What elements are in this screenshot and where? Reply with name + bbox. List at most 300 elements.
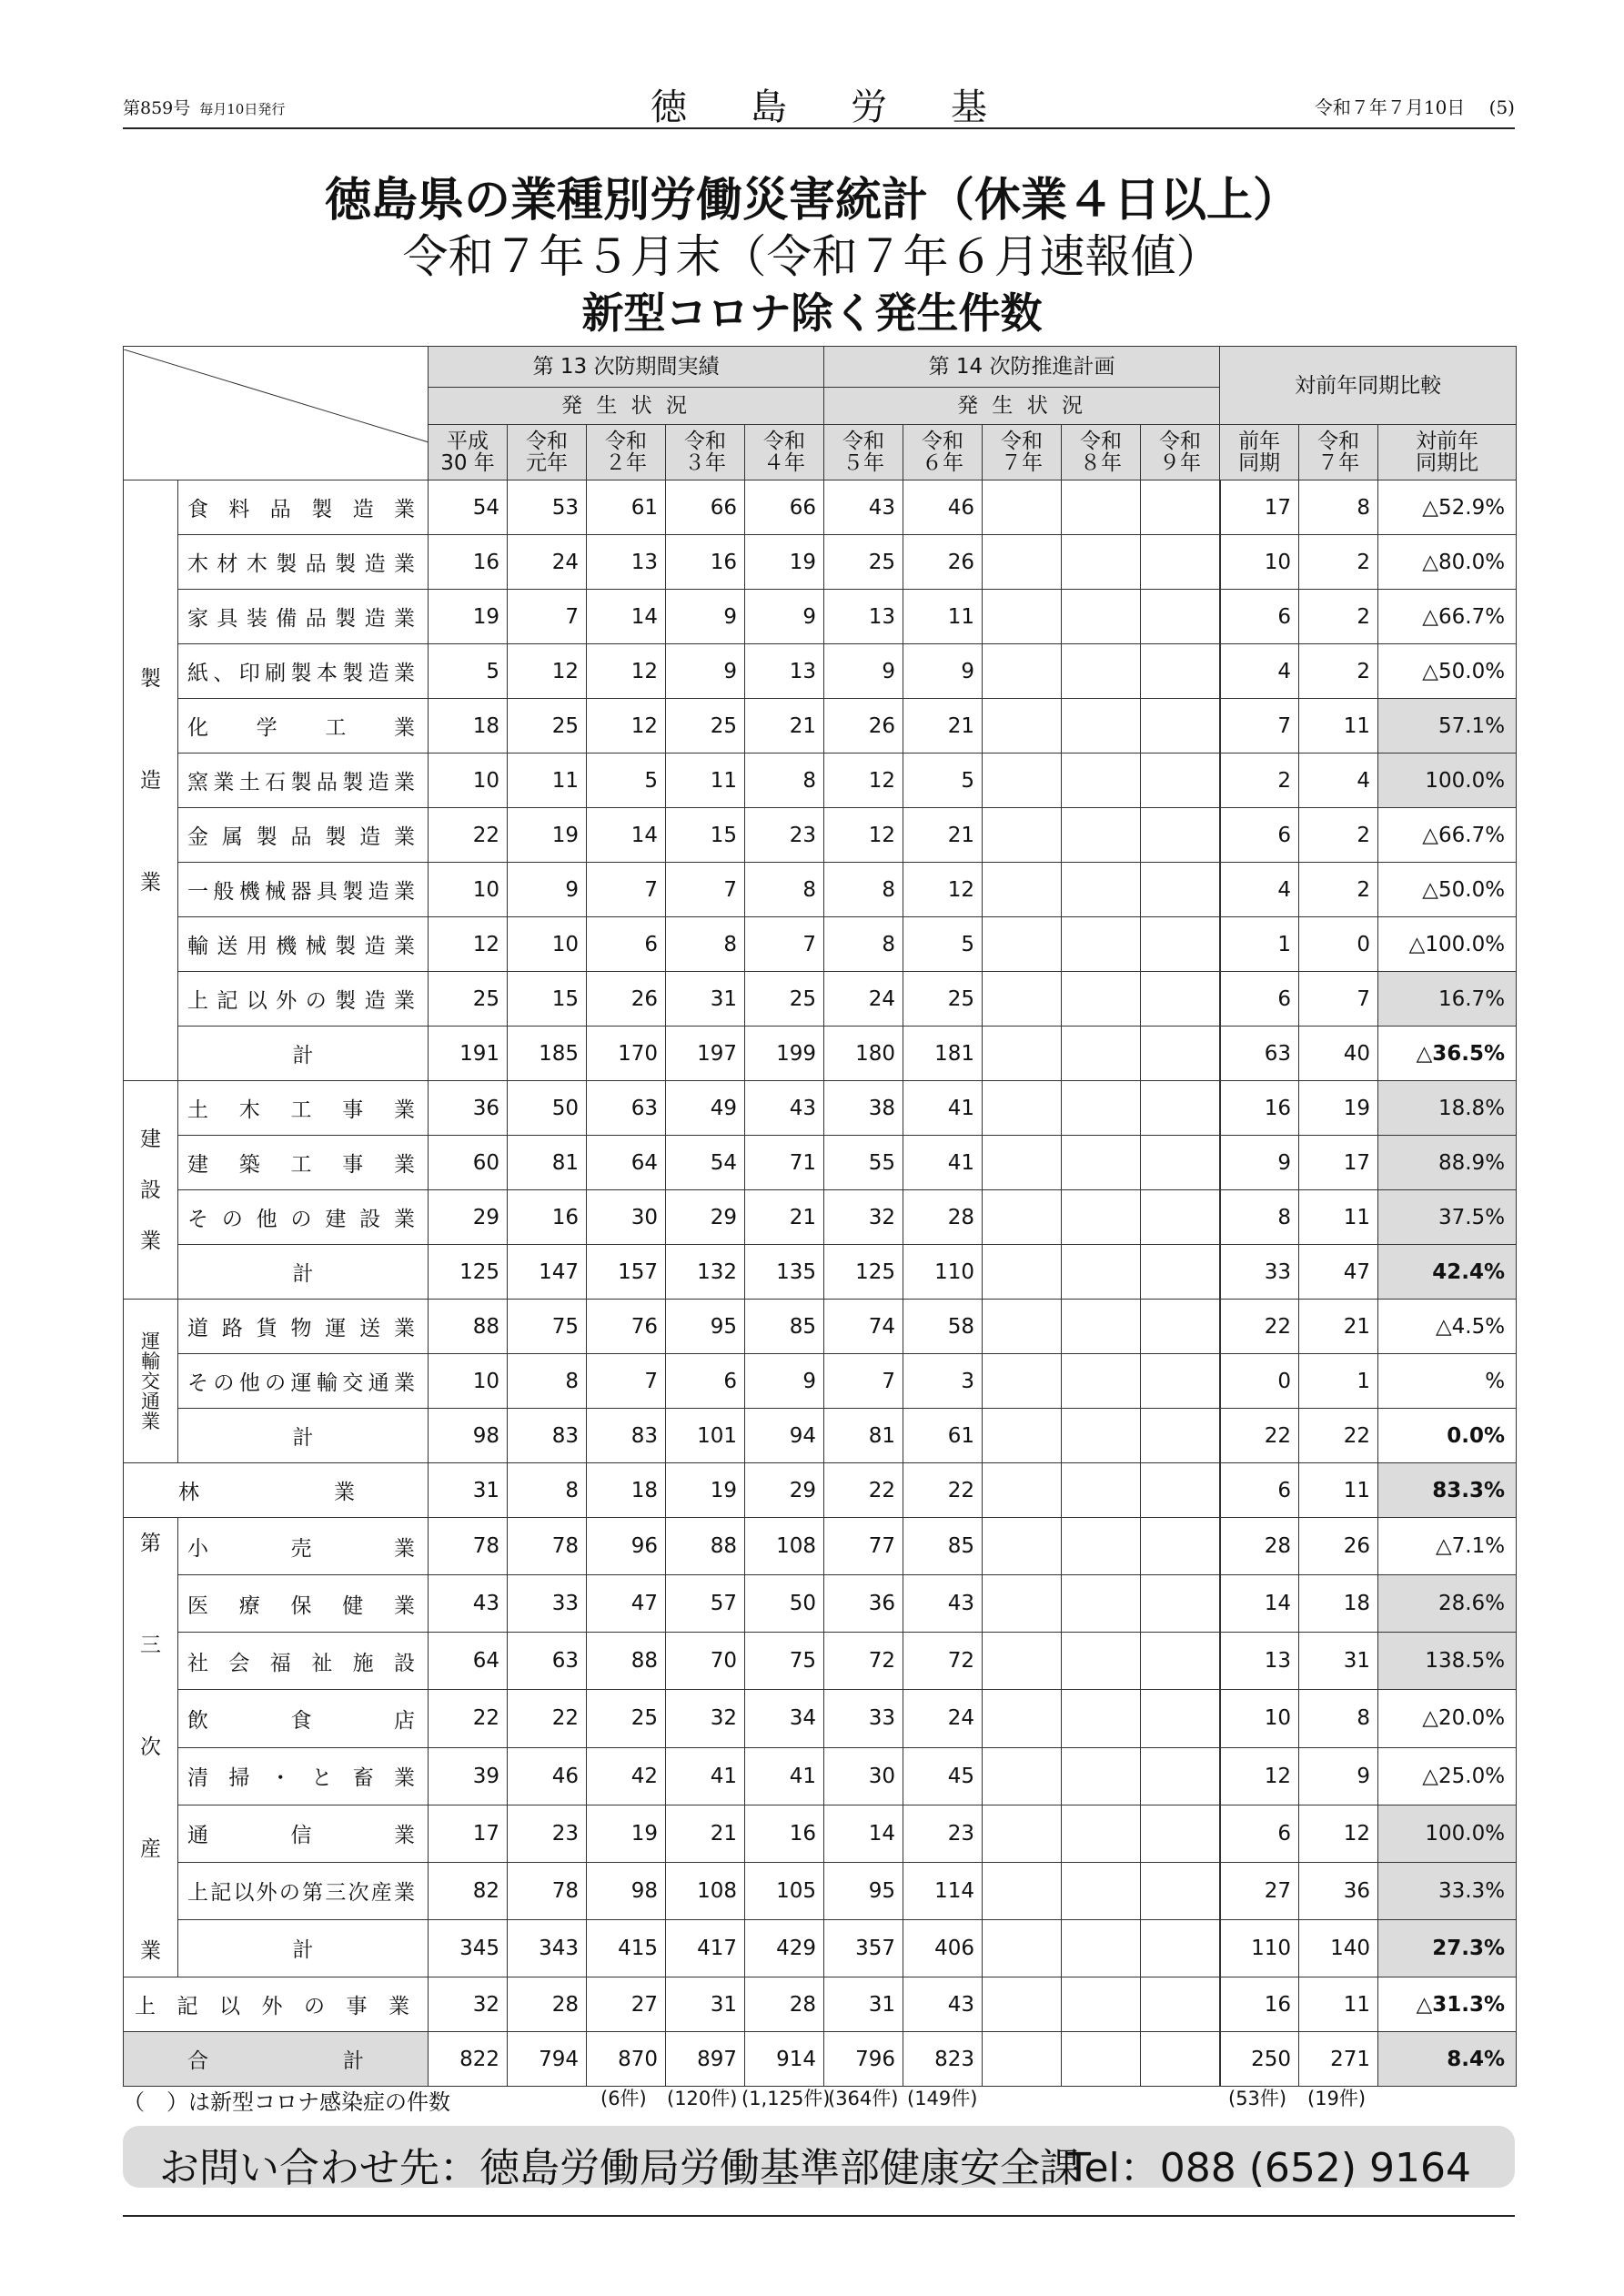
value-cell bbox=[1062, 754, 1141, 808]
value-cell: 32 bbox=[824, 1190, 903, 1245]
table-row bbox=[124, 808, 1517, 863]
value-cell: 58 bbox=[903, 1300, 983, 1354]
value-cell: 17 bbox=[429, 1805, 508, 1862]
value-cell: 81 bbox=[824, 1409, 903, 1463]
value-cell: 140 bbox=[1299, 1919, 1378, 1977]
value-cell bbox=[1141, 699, 1220, 754]
corona-count: (6件) bbox=[600, 2088, 647, 2109]
value-cell: 98 bbox=[429, 1409, 508, 1463]
corona-count: (364件) bbox=[828, 2088, 899, 2109]
year-header: 令和 ３年 bbox=[666, 425, 745, 480]
value-cell: 271 bbox=[1299, 2032, 1378, 2087]
value-cell: 22 bbox=[1220, 1300, 1299, 1354]
value-cell: 28 bbox=[1220, 1518, 1299, 1575]
industry-name: 輸送用機械製造業 bbox=[178, 917, 429, 972]
value-cell: 19 bbox=[745, 535, 824, 590]
year-header: 令和 ６年 bbox=[903, 425, 983, 480]
value-cell: 9 bbox=[1299, 1747, 1378, 1805]
value-cell: 36 bbox=[824, 1575, 903, 1633]
value-cell: 10 bbox=[429, 1354, 508, 1409]
table-row bbox=[124, 972, 1517, 1027]
industry-name: 上記以外の第三次産業 bbox=[178, 1862, 429, 1919]
value-cell: 63 bbox=[508, 1633, 587, 1690]
value-cell: 23 bbox=[903, 1805, 983, 1862]
value-cell bbox=[1062, 1747, 1141, 1805]
ratio-cell: △80.0% bbox=[1378, 535, 1517, 590]
industry-name: 一般機械器具製造業 bbox=[178, 863, 429, 917]
value-cell: 0 bbox=[1220, 1354, 1299, 1409]
value-cell bbox=[1141, 1081, 1220, 1136]
value-cell: 25 bbox=[429, 972, 508, 1027]
value-cell: 77 bbox=[824, 1518, 903, 1575]
value-cell: 8 bbox=[745, 863, 824, 917]
corona-count: (19件) bbox=[1307, 2088, 1367, 2109]
value-cell: 914 bbox=[745, 2032, 824, 2087]
value-cell: 64 bbox=[587, 1136, 666, 1190]
other-business-row bbox=[124, 1977, 1517, 2032]
value-cell: 10 bbox=[508, 917, 587, 972]
value-cell: 95 bbox=[824, 1862, 903, 1919]
value-cell bbox=[1141, 535, 1220, 590]
value-cell: 18 bbox=[587, 1463, 666, 1518]
value-cell: 180 bbox=[824, 1027, 903, 1081]
value-cell: 82 bbox=[429, 1862, 508, 1919]
value-cell bbox=[1062, 2032, 1141, 2087]
value-cell: 57 bbox=[666, 1575, 745, 1633]
value-cell: 72 bbox=[824, 1633, 903, 1690]
table-row bbox=[124, 863, 1517, 917]
value-cell: 10 bbox=[429, 863, 508, 917]
industry-name: 清掃・と畜業 bbox=[178, 1747, 429, 1805]
table-row bbox=[124, 1690, 1517, 1747]
category-label: 製 造 業 bbox=[124, 480, 178, 1081]
value-cell: 13 bbox=[745, 644, 824, 699]
value-cell bbox=[1141, 972, 1220, 1027]
value-cell: 78 bbox=[508, 1518, 587, 1575]
value-cell bbox=[983, 754, 1062, 808]
value-cell bbox=[1062, 808, 1141, 863]
value-cell bbox=[1141, 1190, 1220, 1245]
value-cell: 30 bbox=[824, 1747, 903, 1805]
value-cell: 70 bbox=[666, 1633, 745, 1690]
value-cell: 12 bbox=[903, 863, 983, 917]
ratio-cell: 100.0% bbox=[1378, 1805, 1517, 1862]
value-cell bbox=[1062, 1919, 1141, 1977]
value-cell bbox=[1062, 972, 1141, 1027]
value-cell: 15 bbox=[508, 972, 587, 1027]
value-cell: 43 bbox=[903, 1977, 983, 2032]
value-cell bbox=[983, 1245, 1062, 1300]
value-cell bbox=[1141, 1575, 1220, 1633]
value-cell: 21 bbox=[745, 699, 824, 754]
value-cell: 10 bbox=[1220, 535, 1299, 590]
value-cell: 132 bbox=[666, 1245, 745, 1300]
value-cell: 10 bbox=[429, 754, 508, 808]
subtotal-label: 計 bbox=[178, 1027, 429, 1081]
ratio-cell: 16.7% bbox=[1378, 972, 1517, 1027]
ratio-cell: △50.0% bbox=[1378, 644, 1517, 699]
table-row bbox=[124, 1518, 1517, 1575]
value-cell bbox=[1062, 590, 1141, 644]
value-cell: 2 bbox=[1299, 808, 1378, 863]
ratio-cell: △25.0% bbox=[1378, 1747, 1517, 1805]
value-cell: 33 bbox=[1220, 1245, 1299, 1300]
ratio-cell: 27.3% bbox=[1378, 1919, 1517, 1977]
value-cell bbox=[1141, 1463, 1220, 1518]
value-cell bbox=[983, 1136, 1062, 1190]
value-cell: 72 bbox=[903, 1633, 983, 1690]
value-cell: 71 bbox=[745, 1136, 824, 1190]
value-cell: 31 bbox=[1299, 1633, 1378, 1690]
value-cell: 9 bbox=[1220, 1136, 1299, 1190]
value-cell bbox=[1141, 1919, 1220, 1977]
value-cell: 95 bbox=[666, 1300, 745, 1354]
value-cell: 7 bbox=[587, 863, 666, 917]
value-cell: 11 bbox=[903, 590, 983, 644]
value-cell bbox=[1062, 1575, 1141, 1633]
value-cell bbox=[983, 480, 1062, 535]
value-cell: 42 bbox=[587, 1747, 666, 1805]
value-cell: 11 bbox=[666, 754, 745, 808]
value-cell: 16 bbox=[429, 535, 508, 590]
value-cell: 24 bbox=[824, 972, 903, 1027]
value-cell bbox=[1062, 535, 1141, 590]
year-header: 令和 ４年 bbox=[745, 425, 824, 480]
value-cell: 54 bbox=[429, 480, 508, 535]
value-cell: 19 bbox=[429, 590, 508, 644]
value-cell: 78 bbox=[429, 1518, 508, 1575]
value-cell: 5 bbox=[587, 754, 666, 808]
value-cell bbox=[983, 1919, 1062, 1977]
value-cell: 26 bbox=[903, 535, 983, 590]
value-cell: 23 bbox=[745, 808, 824, 863]
value-cell: 88 bbox=[666, 1518, 745, 1575]
value-cell: 83 bbox=[587, 1409, 666, 1463]
value-cell: 8 bbox=[508, 1463, 587, 1518]
note-label: （ ）は新型コロナ感染症の件数 bbox=[123, 2089, 450, 2115]
ratio-cell: △66.7% bbox=[1378, 808, 1517, 863]
value-cell: 9 bbox=[903, 644, 983, 699]
value-cell: 30 bbox=[587, 1190, 666, 1245]
value-cell: 76 bbox=[587, 1300, 666, 1354]
table-row bbox=[124, 644, 1517, 699]
value-cell: 46 bbox=[508, 1747, 587, 1805]
value-cell: 17 bbox=[1299, 1136, 1378, 1190]
subtotal-row bbox=[124, 1027, 1517, 1081]
value-cell bbox=[1062, 1245, 1141, 1300]
subtotal-label: 計 bbox=[178, 1409, 429, 1463]
value-cell: 25 bbox=[587, 1690, 666, 1747]
value-cell: 64 bbox=[429, 1633, 508, 1690]
value-cell: 13 bbox=[824, 590, 903, 644]
issue-date: 令和７年７月10日 (5) bbox=[1314, 96, 1515, 118]
value-cell: 343 bbox=[508, 1919, 587, 1977]
value-cell: 12 bbox=[1220, 1747, 1299, 1805]
value-cell: 25 bbox=[903, 972, 983, 1027]
value-cell: 14 bbox=[1220, 1575, 1299, 1633]
industry-name: 木材木製品製造業 bbox=[178, 535, 429, 590]
value-cell: 4 bbox=[1299, 754, 1378, 808]
header-row-groups bbox=[124, 347, 1517, 388]
value-cell bbox=[983, 1518, 1062, 1575]
value-cell: 61 bbox=[903, 1409, 983, 1463]
table-row bbox=[124, 1747, 1517, 1805]
value-cell: 81 bbox=[508, 1136, 587, 1190]
value-cell: 3 bbox=[903, 1354, 983, 1409]
value-cell: 74 bbox=[824, 1300, 903, 1354]
value-cell: 41 bbox=[903, 1136, 983, 1190]
table-row bbox=[124, 1190, 1517, 1245]
year-header: 前年 同期 bbox=[1220, 425, 1299, 480]
ratio-cell: 138.5% bbox=[1378, 1633, 1517, 1690]
value-cell: 38 bbox=[824, 1081, 903, 1136]
value-cell: 63 bbox=[587, 1081, 666, 1136]
value-cell: 27 bbox=[587, 1977, 666, 2032]
newspaper-name: 徳島労基 bbox=[651, 86, 1051, 128]
value-cell: 14 bbox=[587, 808, 666, 863]
value-cell: 18 bbox=[429, 699, 508, 754]
value-cell: 108 bbox=[666, 1862, 745, 1919]
value-cell: 55 bbox=[824, 1136, 903, 1190]
value-cell: 199 bbox=[745, 1027, 824, 1081]
value-cell bbox=[1141, 1690, 1220, 1747]
value-cell: 12 bbox=[429, 917, 508, 972]
category-label: 建 設 業 bbox=[124, 1081, 178, 1300]
value-cell: 60 bbox=[429, 1136, 508, 1190]
value-cell bbox=[1062, 699, 1141, 754]
value-cell: 66 bbox=[745, 480, 824, 535]
value-cell: 4 bbox=[1220, 863, 1299, 917]
value-cell: 7 bbox=[1220, 699, 1299, 754]
subtotal-row bbox=[124, 1919, 1517, 1977]
value-cell: 54 bbox=[666, 1136, 745, 1190]
table-row bbox=[124, 699, 1517, 754]
value-cell: 22 bbox=[1299, 1409, 1378, 1463]
year-header: 令和 元年 bbox=[508, 425, 587, 480]
value-cell: 822 bbox=[429, 2032, 508, 2087]
table-row bbox=[124, 480, 1517, 535]
value-cell bbox=[1062, 1300, 1141, 1354]
value-cell: 1 bbox=[1299, 1354, 1378, 1409]
value-cell: 6 bbox=[1220, 972, 1299, 1027]
value-cell: 21 bbox=[745, 1190, 824, 1245]
value-cell: 7 bbox=[824, 1354, 903, 1409]
value-cell: 9 bbox=[508, 863, 587, 917]
issue-number: 第859号 毎月10日発行 bbox=[123, 98, 286, 118]
industry-name: 家具装備品製造業 bbox=[178, 590, 429, 644]
value-cell bbox=[1141, 1518, 1220, 1575]
value-cell: 11 bbox=[1299, 1977, 1378, 2032]
value-cell bbox=[983, 1862, 1062, 1919]
value-cell bbox=[983, 2032, 1062, 2087]
year-header: 令和 ９年 bbox=[1141, 425, 1220, 480]
corona-count: (1,125件) bbox=[741, 2088, 831, 2109]
industry-name: 道路貨物運送業 bbox=[178, 1300, 429, 1354]
value-cell: 11 bbox=[1299, 699, 1378, 754]
ratio-cell: 8.4% bbox=[1378, 2032, 1517, 2087]
value-cell bbox=[983, 808, 1062, 863]
value-cell: 11 bbox=[1299, 1463, 1378, 1518]
value-cell: 897 bbox=[666, 2032, 745, 2087]
table-row bbox=[124, 1300, 1517, 1354]
forestry-row bbox=[124, 1463, 1517, 1518]
value-cell: 31 bbox=[666, 972, 745, 1027]
value-cell: 43 bbox=[903, 1575, 983, 1633]
value-cell bbox=[983, 699, 1062, 754]
industry-name: その他の建設業 bbox=[178, 1190, 429, 1245]
value-cell bbox=[1141, 480, 1220, 535]
value-cell: 147 bbox=[508, 1245, 587, 1300]
value-cell: 22 bbox=[508, 1690, 587, 1747]
value-cell: 14 bbox=[587, 590, 666, 644]
value-cell: 5 bbox=[903, 917, 983, 972]
value-cell: 823 bbox=[903, 2032, 983, 2087]
grand-total-label: 合計 bbox=[124, 2032, 429, 2087]
value-cell bbox=[983, 1409, 1062, 1463]
value-cell bbox=[1141, 754, 1220, 808]
table-row bbox=[124, 1081, 1517, 1136]
value-cell: 794 bbox=[508, 2032, 587, 2087]
value-cell: 47 bbox=[1299, 1245, 1378, 1300]
value-cell bbox=[1141, 863, 1220, 917]
value-cell: 8 bbox=[745, 754, 824, 808]
value-cell: 96 bbox=[587, 1518, 666, 1575]
ratio-cell: 57.1% bbox=[1378, 699, 1517, 754]
value-cell bbox=[1062, 1805, 1141, 1862]
industry-name: 金属製品製造業 bbox=[178, 808, 429, 863]
value-cell: 7 bbox=[745, 917, 824, 972]
value-cell: 9 bbox=[745, 1354, 824, 1409]
table-row bbox=[124, 590, 1517, 644]
industry-name: 土木工事業 bbox=[178, 1081, 429, 1136]
value-cell: 85 bbox=[745, 1300, 824, 1354]
year-header: 令和 ７年 bbox=[1299, 425, 1378, 480]
value-cell: 14 bbox=[824, 1805, 903, 1862]
title-line-1: 徳島県の業種別労働災害統計（休業４日以上） bbox=[324, 174, 1299, 228]
value-cell: 25 bbox=[666, 699, 745, 754]
ratio-cell: △20.0% bbox=[1378, 1690, 1517, 1747]
value-cell: 94 bbox=[745, 1409, 824, 1463]
value-cell: 33 bbox=[824, 1690, 903, 1747]
value-cell: 8 bbox=[666, 917, 745, 972]
value-cell: 19 bbox=[666, 1463, 745, 1518]
value-cell: 12 bbox=[1299, 1805, 1378, 1862]
corona-count: (120件) bbox=[667, 2088, 738, 2109]
value-cell: 78 bbox=[508, 1862, 587, 1919]
ratio-cell: 100.0% bbox=[1378, 754, 1517, 808]
value-cell: 345 bbox=[429, 1919, 508, 1977]
value-cell: 36 bbox=[1299, 1862, 1378, 1919]
value-cell: 25 bbox=[824, 535, 903, 590]
table-row bbox=[124, 1136, 1517, 1190]
value-cell: 12 bbox=[824, 808, 903, 863]
value-cell: 21 bbox=[1299, 1300, 1378, 1354]
value-cell bbox=[1062, 1977, 1141, 2032]
ratio-cell: △52.9% bbox=[1378, 480, 1517, 535]
other-business-label: 上記以外の事業 bbox=[124, 1977, 429, 2032]
value-cell: 7 bbox=[666, 863, 745, 917]
title-line-3: 新型コロナ除く発生件数 bbox=[581, 288, 1043, 338]
year-header: 令和 ５年 bbox=[824, 425, 903, 480]
ratio-cell: 42.4% bbox=[1378, 1245, 1517, 1300]
year-header: 対前年 同期比 bbox=[1378, 425, 1517, 480]
value-cell: 23 bbox=[508, 1805, 587, 1862]
value-cell: 8 bbox=[1299, 480, 1378, 535]
value-cell bbox=[1141, 1633, 1220, 1690]
value-cell: 357 bbox=[824, 1919, 903, 1977]
value-cell: 9 bbox=[666, 590, 745, 644]
industry-name: 飲食店 bbox=[178, 1690, 429, 1747]
value-cell bbox=[1062, 1409, 1141, 1463]
value-cell: 16 bbox=[666, 535, 745, 590]
value-cell: 12 bbox=[508, 644, 587, 699]
table-row bbox=[124, 1354, 1517, 1409]
group-header-14: 第 14 次防推進計画 bbox=[824, 347, 1220, 388]
value-cell: 429 bbox=[745, 1919, 824, 1977]
value-cell: 41 bbox=[745, 1747, 824, 1805]
value-cell: 185 bbox=[508, 1027, 587, 1081]
corner-diagonal bbox=[124, 349, 428, 477]
value-cell bbox=[983, 863, 1062, 917]
value-cell bbox=[1141, 2032, 1220, 2087]
value-cell: 31 bbox=[666, 1977, 745, 2032]
issue-note: 毎月10日発行 bbox=[199, 101, 286, 117]
value-cell: 10 bbox=[1220, 1690, 1299, 1747]
value-cell: 8 bbox=[508, 1354, 587, 1409]
value-cell: 75 bbox=[508, 1300, 587, 1354]
value-cell: 12 bbox=[824, 754, 903, 808]
value-cell bbox=[1062, 917, 1141, 972]
value-cell: 9 bbox=[666, 644, 745, 699]
value-cell: 7 bbox=[508, 590, 587, 644]
value-cell bbox=[1141, 808, 1220, 863]
industry-name: その他の運輸交通業 bbox=[178, 1354, 429, 1409]
value-cell bbox=[983, 917, 1062, 972]
value-cell: 98 bbox=[587, 1862, 666, 1919]
ratio-cell: 28.6% bbox=[1378, 1575, 1517, 1633]
ratio-cell: △66.7% bbox=[1378, 590, 1517, 644]
footer-rule bbox=[123, 2215, 1515, 2217]
value-cell: 41 bbox=[903, 1081, 983, 1136]
contact-text: お問い合わせ先：徳島労働局労働基準部健康安全課 bbox=[159, 2145, 1080, 2191]
value-cell: 12 bbox=[587, 644, 666, 699]
value-cell bbox=[1141, 1136, 1220, 1190]
grand-total-row bbox=[124, 2032, 1517, 2087]
value-cell: 181 bbox=[903, 1027, 983, 1081]
value-cell: 33 bbox=[508, 1575, 587, 1633]
value-cell: 41 bbox=[666, 1747, 745, 1805]
value-cell: 101 bbox=[666, 1409, 745, 1463]
value-cell bbox=[983, 1805, 1062, 1862]
value-cell: 15 bbox=[666, 808, 745, 863]
value-cell: 39 bbox=[429, 1747, 508, 1805]
industry-name: 化学工業 bbox=[178, 699, 429, 754]
header-rule bbox=[123, 127, 1515, 129]
value-cell bbox=[1062, 1862, 1141, 1919]
status-header-14: 発 生 状 況 bbox=[824, 388, 1220, 425]
table-row bbox=[124, 1862, 1517, 1919]
industry-name: 通信業 bbox=[178, 1805, 429, 1862]
table-row bbox=[124, 754, 1517, 808]
value-cell: 22 bbox=[824, 1463, 903, 1518]
ratio-cell: △36.5% bbox=[1378, 1027, 1517, 1081]
value-cell: 32 bbox=[666, 1690, 745, 1747]
value-cell: 17 bbox=[1220, 480, 1299, 535]
forestry-label: 林業 bbox=[124, 1463, 429, 1518]
diagonal-corner-cell bbox=[124, 347, 429, 480]
value-cell: 34 bbox=[745, 1690, 824, 1747]
value-cell: 135 bbox=[745, 1245, 824, 1300]
